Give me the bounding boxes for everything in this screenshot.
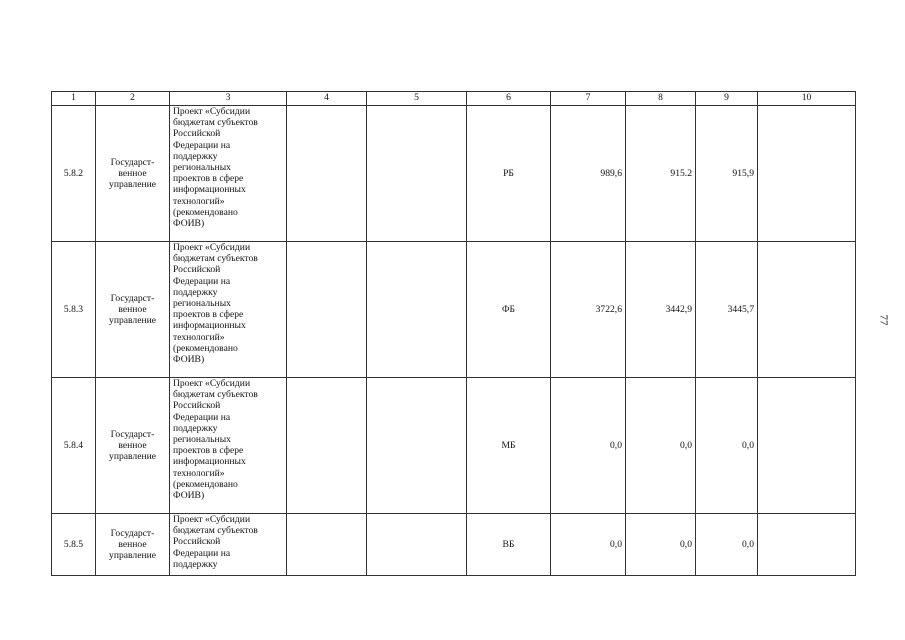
row-description: Проект «Субсидии бюджетам субъектов Российской Федерации на поддержку региональных проектов в сфере информационных технологий» (рекомендовано ФОИВ)	[170, 242, 287, 378]
column-number-cell: 5	[367, 92, 467, 106]
row-col4	[287, 242, 367, 378]
row-col10	[758, 106, 856, 242]
row-value-8: 0,0	[626, 378, 696, 514]
column-number-cell: 9	[696, 92, 758, 106]
budget-table	[51, 91, 856, 576]
row-value-7: 989,6	[551, 106, 626, 242]
column-number-cell: 3	[170, 92, 287, 106]
column-number-cell: 10	[758, 92, 856, 106]
row-value-8: 3442,9	[626, 242, 696, 378]
row-col4	[287, 514, 367, 576]
row-sector: Государст- венное управление	[96, 378, 170, 514]
table-row	[52, 514, 856, 576]
column-number-cell: 1	[52, 92, 96, 106]
row-col10	[758, 514, 856, 576]
row-number: 5.8.4	[52, 378, 96, 514]
column-number-cell: 6	[467, 92, 551, 106]
row-value-9: 0,0	[696, 514, 758, 576]
row-budget-source: МБ	[467, 378, 551, 514]
row-number: 5.8.2	[52, 106, 96, 242]
row-value-7: 3722,6	[551, 242, 626, 378]
column-number-cell: 7	[551, 92, 626, 106]
row-sector: Государст- венное управление	[96, 106, 170, 242]
row-col5	[367, 242, 467, 378]
row-col4	[287, 106, 367, 242]
row-value-9: 3445,7	[696, 242, 758, 378]
row-value-9: 0,0	[696, 378, 758, 514]
row-budget-source: ФБ	[467, 242, 551, 378]
row-col4	[287, 378, 367, 514]
row-value-8: 915.2	[626, 106, 696, 242]
row-description: Проект «Субсидии бюджетам субъектов Российской Федерации на поддержку региональных проектов в сфере информационных технологий» (рекомендовано ФОИВ)	[170, 378, 287, 514]
row-col5	[367, 514, 467, 576]
row-sector: Государст- венное управление	[96, 242, 170, 378]
column-number-cell: 4	[287, 92, 367, 106]
row-number: 5.8.5	[52, 514, 96, 576]
row-col10	[758, 242, 856, 378]
table-row	[52, 378, 856, 514]
row-description: Проект «Субсидии бюджетам субъектов Российской Федерации на поддержку региональных проектов в сфере информационных технологий» (рекомендовано ФОИВ)	[170, 106, 287, 242]
row-budget-source: РБ	[467, 106, 551, 242]
row-description: Проект «Субсидии бюджетам субъектов Российской Федерации на поддержку	[170, 514, 287, 576]
column-number-cell: 8	[626, 92, 696, 106]
row-value-8: 0,0	[626, 514, 696, 576]
table-row	[52, 242, 856, 378]
table-row	[52, 106, 856, 242]
column-number-row	[52, 92, 856, 106]
row-col5	[367, 378, 467, 514]
column-number-cell: 2	[96, 92, 170, 106]
row-budget-source: ВБ	[467, 514, 551, 576]
page-number: 77	[877, 314, 890, 326]
row-col5	[367, 106, 467, 242]
row-number: 5.8.3	[52, 242, 96, 378]
row-col10	[758, 378, 856, 514]
row-value-9: 915,9	[696, 106, 758, 242]
row-value-7: 0,0	[551, 378, 626, 514]
row-value-7: 0,0	[551, 514, 626, 576]
row-sector: Государст- венное управление	[96, 514, 170, 576]
